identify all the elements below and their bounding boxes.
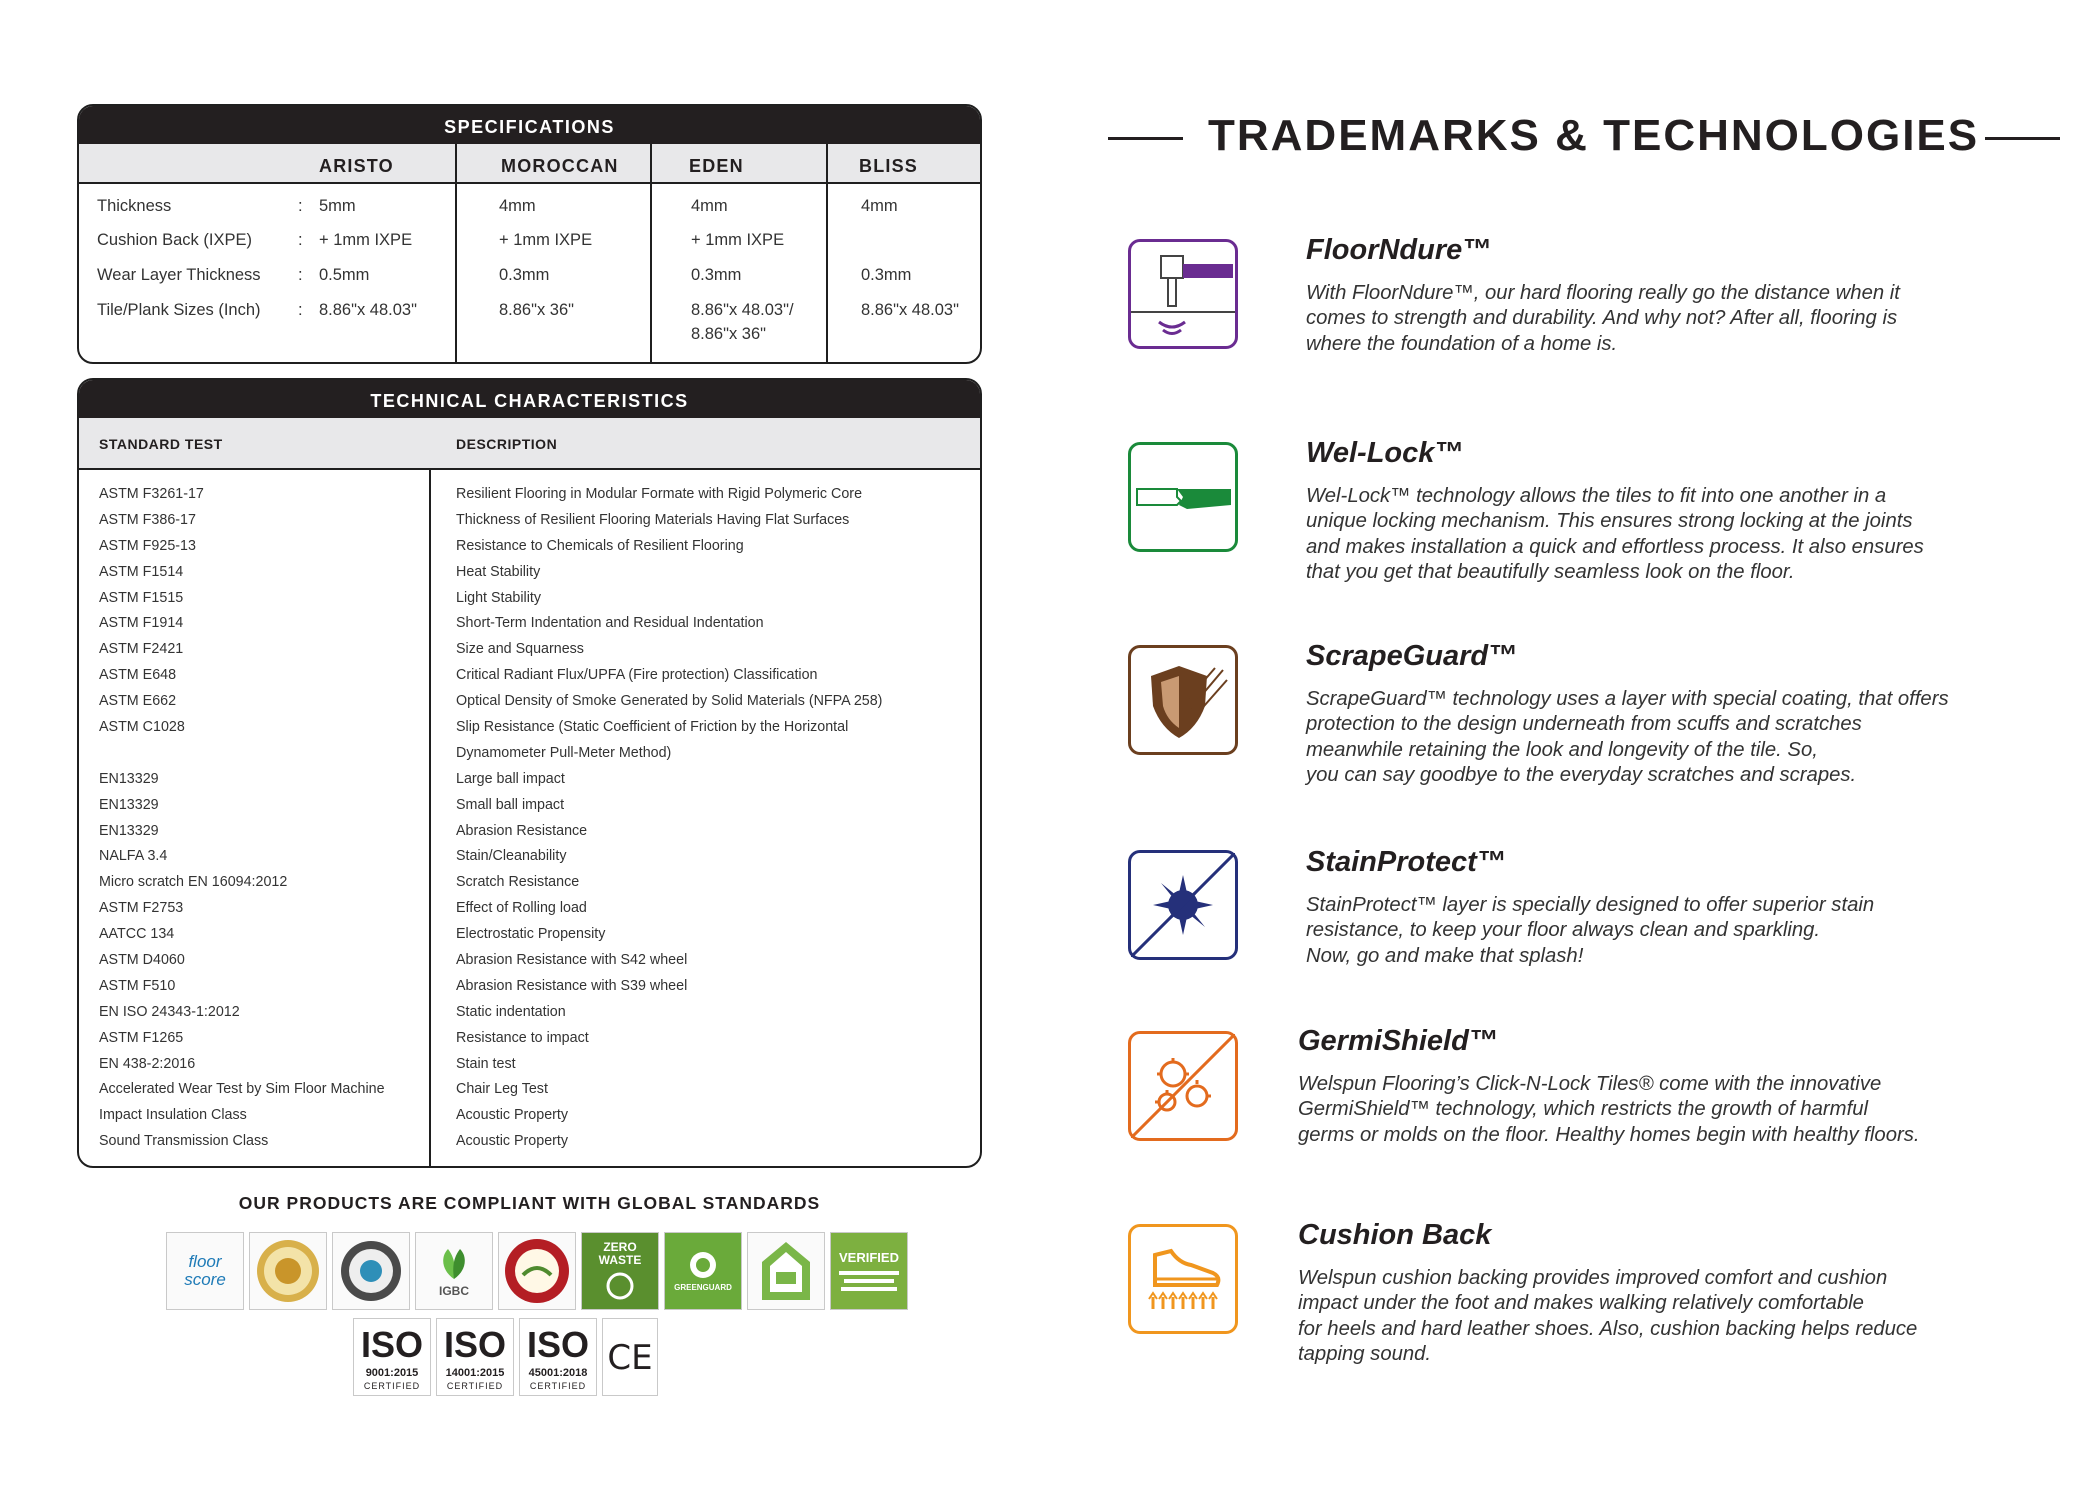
spec-value-aristo: 8.86"x 48.03"	[319, 301, 417, 319]
stain-splash-icon	[1128, 850, 1238, 960]
standard-test-item: Sound Transmission Class	[99, 1133, 269, 1150]
iso-name: ISO	[360, 1324, 423, 1365]
greenguard-logo	[664, 1232, 742, 1310]
ce-mark-text: CE	[607, 1338, 653, 1378]
standard-test-item: ASTM F925-13	[99, 537, 196, 554]
certification-seal-icon	[338, 1238, 404, 1304]
iso-certified-label: CERTIFIED	[363, 1381, 421, 1391]
logo-text: IGBC	[439, 1283, 469, 1298]
iso-9001-badge	[353, 1318, 431, 1396]
germishield-description	[1298, 1072, 1920, 1148]
iso-certified-label: CERTIFIED	[446, 1381, 504, 1391]
iso-number: 14001:2015	[445, 1367, 505, 1379]
description-line: ScrapeGuard™ technology uses a layer with special coating, that offers	[1306, 688, 1949, 710]
standard-test-item: ASTM F386-17	[99, 511, 196, 528]
iso-number: 45001:2018	[528, 1367, 588, 1379]
spec-colon: :	[298, 266, 303, 284]
standard-test-item: ASTM F2421	[99, 641, 184, 658]
wel-lock-description	[1306, 484, 1924, 585]
wel-lock-title: Wel-Lock™	[1306, 437, 1464, 469]
standard-test-item: ASTM E662	[99, 693, 177, 710]
description-line: With FloorNdure™, our hard flooring really go the distance when it	[1306, 282, 1900, 304]
stainprotect-title: StainProtect™	[1306, 846, 1506, 878]
standard-test-item: EN13329	[99, 796, 159, 813]
iso-certified-label: CERTIFIED	[529, 1381, 587, 1391]
description-line: that you get that beautifully seamless look on the floor.	[1306, 560, 1795, 583]
green-pro-logo	[415, 1232, 493, 1310]
column-divider	[429, 470, 431, 1166]
spec-value-eden: 8.86"x 48.03"/	[691, 301, 794, 319]
house-label-icon	[758, 1238, 814, 1304]
description-line: Welspun Flooring’s Click-N-Lock Tiles® come with the innovative	[1298, 1073, 1882, 1095]
description-item: Resistance to impact	[456, 1029, 589, 1046]
spec-value-moroccan: + 1mm IXPE	[499, 231, 593, 249]
shoe-cushion-icon	[1128, 1224, 1238, 1334]
shield-scratch-icon	[1128, 645, 1238, 755]
column-divider	[650, 144, 652, 362]
description-line: you can say goodbye to the everyday scratches and scrapes.	[1306, 763, 1857, 786]
spec-value-eden-second-line: 8.86"x 36"	[691, 325, 767, 343]
spec-value-aristo: + 1mm IXPE	[319, 231, 413, 249]
description-item: Small ball impact	[456, 796, 565, 813]
description-item: Optical Density of Smoke Generated by Solid Materials (NFPA 258)	[456, 693, 883, 710]
trademarks-title: TRADEMARKS & TECHNOLOGIES	[1208, 111, 1980, 160]
scrapeguard-description	[1306, 687, 1949, 788]
hammer-impact-icon	[1128, 239, 1238, 349]
description-item: Short-Term Indentation and Residual Indentation	[456, 615, 764, 632]
floorndure-description	[1306, 281, 1900, 357]
germ-block-icon	[1128, 1031, 1238, 1141]
description-line: meanwhile retaining the look and longevity of the tile. So,	[1306, 738, 1818, 761]
spec-label: Wear Layer Thickness	[97, 266, 261, 284]
leaf-icon	[434, 1245, 474, 1281]
description-item: Size and Squarness	[456, 641, 584, 658]
trademarks-header	[1108, 108, 2060, 164]
description-line: Welspun cushion backing provides improved comfort and cushion	[1298, 1267, 1888, 1289]
standard-test-item: ASTM F1515	[99, 589, 184, 606]
standard-test-item: EN ISO 24343-1:2012	[99, 1003, 240, 1020]
column-aristo: ARISTO	[319, 156, 394, 176]
iso-number: 9001:2015	[365, 1367, 419, 1379]
description-line: tapping sound.	[1298, 1342, 1432, 1365]
spec-label: Tile/Plank Sizes (Inch)	[97, 301, 261, 319]
description-item: Abrasion Resistance with S39 wheel	[456, 977, 688, 994]
description-line: GermiShield™ technology, which restricts the growth of harmful	[1298, 1098, 1868, 1121]
description-line: impact under the foot and makes walking relatively comfortable	[1298, 1292, 1864, 1315]
standard-test-item: AATCC 134	[99, 926, 175, 943]
technical-characteristics-table	[77, 378, 982, 1168]
verified-epd-logo	[830, 1232, 908, 1310]
description-item: Electrostatic Propensity	[456, 926, 606, 943]
specifications-title: SPECIFICATIONS	[79, 106, 980, 144]
column-divider	[455, 144, 457, 362]
germishield-title: GermiShield™	[1298, 1025, 1498, 1057]
description-line: germs or molds on the floor. Healthy homes begin with healthy floors.	[1298, 1123, 1920, 1146]
standard-test-item: ASTM C1028	[99, 719, 185, 736]
red-seal-icon	[503, 1237, 571, 1305]
spec-value-bliss: 8.86"x 48.03"	[861, 301, 959, 319]
description-line: Now, go and make that splash!	[1306, 944, 1584, 967]
standard-test-item: ASTM F1914	[99, 615, 184, 632]
ce-mark	[602, 1318, 658, 1396]
standard-test-item	[99, 741, 385, 767]
description-line: unique locking mechanism. This ensures strong locking at the joints	[1306, 510, 1913, 533]
description-item: Large ball impact	[456, 770, 565, 787]
specifications-table	[77, 104, 982, 364]
description-line: resistance, to keep your floor always clean and sparkling.	[1306, 919, 1821, 942]
description-line: Wel-Lock™ technology allows the tiles to fit into one another in a	[1306, 485, 1887, 507]
description-header: DESCRIPTION	[456, 436, 558, 452]
spec-value-aristo: 0.5mm	[319, 266, 370, 284]
description-item: Acoustic Property	[456, 1107, 569, 1124]
description-line: protection to the design underneath from scuffs and scratches	[1306, 713, 1862, 736]
spec-colon: :	[298, 231, 303, 249]
red-seal-logo	[498, 1232, 576, 1310]
spec-value-bliss: 4mm	[861, 197, 898, 215]
standard-test-item: EN13329	[99, 822, 159, 839]
standard-test-item: ASTM D4060	[99, 952, 185, 969]
description-item: Abrasion Resistance with S42 wheel	[456, 952, 688, 969]
spec-value-aristo: 5mm	[319, 197, 356, 215]
spec-value-moroccan: 4mm	[499, 197, 536, 215]
scrapeguard-title: ScrapeGuard™	[1306, 640, 1518, 672]
iso-name: ISO	[526, 1324, 589, 1365]
description-item: Acoustic Property	[456, 1133, 569, 1150]
certification-seal-logo	[332, 1232, 410, 1310]
description-item: Critical Radiant Flux/UPFA (Fire protection) Classification	[456, 667, 818, 684]
description-item: Chair Leg Test	[456, 1081, 548, 1098]
logo-text: GREENGUARD	[674, 1282, 732, 1292]
description-line: for heels and hard leather shoes. Also, cushion backing helps reduce	[1298, 1317, 1918, 1340]
description-item: Slip Resistance (Static Coefficient of Friction by the Horizontal	[456, 719, 849, 736]
standard-test-item: ASTM F1265	[99, 1029, 184, 1046]
iso-name: ISO	[443, 1324, 506, 1365]
description-item: Stain test	[456, 1055, 516, 1072]
cushion-back-title: Cushion Back	[1298, 1219, 1492, 1251]
floorndure-title: FloorNdure™	[1306, 234, 1492, 266]
column-moroccan: MOROCCAN	[501, 156, 619, 176]
logo-text: floor score	[184, 1252, 226, 1289]
logo-rule	[844, 1279, 894, 1283]
logo-text: ZERO WASTE	[598, 1240, 642, 1267]
standard-test-item: Accelerated Wear Test by Sim Floor Machine	[99, 1081, 385, 1098]
standard-test-item: EN13329	[99, 770, 159, 787]
spec-value-moroccan: 0.3mm	[499, 266, 550, 284]
description-item: Heat Stability	[456, 563, 541, 580]
description-item: Abrasion Resistance	[456, 822, 588, 839]
technical-title: TECHNICAL CHARACTERISTICS	[79, 380, 980, 418]
standard-test-item: Micro scratch EN 16094:2012	[99, 874, 288, 891]
gold-seal-icon	[255, 1238, 321, 1304]
spec-colon: :	[298, 197, 303, 215]
description-item: Resistance to Chemicals of Resilient Flooring	[456, 537, 744, 554]
floorscore-logo	[166, 1232, 244, 1310]
greenguard-icon	[688, 1250, 718, 1280]
spec-value-eden: 0.3mm	[691, 266, 742, 284]
spec-label: Thickness	[97, 197, 172, 215]
standard-test-header: STANDARD TEST	[99, 436, 223, 452]
spec-colon: :	[298, 301, 303, 319]
recycle-icon	[605, 1271, 635, 1301]
logo-text: VERIFIED	[839, 1250, 899, 1266]
description-line: and makes installation a quick and effortless process. It also ensures	[1306, 535, 1924, 558]
description-line: where the foundation of a home is.	[1306, 332, 1618, 355]
description-line: StainProtect™ layer is specially designed to offer superior stain	[1306, 894, 1875, 916]
column-divider	[826, 144, 828, 362]
specifications-header	[79, 144, 980, 184]
header-rule-right	[1985, 137, 2060, 140]
technical-header	[79, 418, 980, 470]
description-list	[456, 482, 882, 1155]
standard-test-item: NALFA 3.4	[99, 848, 168, 865]
interlock-joint-icon	[1128, 442, 1238, 552]
gold-seal-logo	[249, 1232, 327, 1310]
description-item: Thickness of Resilient Flooring Materials Having Flat Surfaces	[456, 511, 850, 528]
spec-value-eden: 4mm	[691, 197, 728, 215]
logo-rule	[839, 1271, 899, 1275]
standard-test-item: ASTM F510	[99, 977, 176, 994]
description-item: Light Stability	[456, 589, 542, 606]
header-rule-left	[1108, 137, 1183, 140]
description-line: comes to strength and durability. And why not? After all, flooring is	[1306, 307, 1898, 330]
description-item: Static indentation	[456, 1003, 566, 1020]
spec-value-eden: + 1mm IXPE	[691, 231, 785, 249]
standard-test-item: ASTM F3261-17	[99, 486, 204, 502]
description-item: Scratch Resistance	[456, 874, 580, 891]
stainprotect-description	[1306, 893, 1874, 969]
cushion-back-description	[1298, 1266, 1917, 1367]
zero-waste-logo	[581, 1232, 659, 1310]
compliance-title: OUR PRODUCTS ARE COMPLIANT WITH GLOBAL STANDARDS	[238, 1193, 821, 1213]
standard-test-item: ASTM F1514	[99, 563, 184, 580]
column-bliss: BLISS	[859, 156, 919, 176]
spec-value-moroccan: 8.86"x 36"	[499, 301, 575, 319]
spec-label: Cushion Back (IXPE)	[97, 231, 252, 249]
standard-test-item: Impact Insulation Class	[99, 1107, 247, 1124]
description-item: Effect of Rolling load	[456, 900, 587, 917]
description-item: Resilient Flooring in Modular Formate with Rigid Polymeric Core	[456, 486, 863, 502]
logo-rule	[841, 1287, 897, 1291]
description-item: Stain/Cleanability	[456, 848, 567, 865]
column-eden: EDEN	[689, 156, 744, 176]
standard-test-item: EN 438-2:2016	[99, 1055, 196, 1072]
standard-test-list	[99, 482, 385, 1155]
standard-test-item: ASTM F2753	[99, 900, 184, 917]
iso-45001-badge	[519, 1318, 597, 1396]
cri-green-label-logo	[747, 1232, 825, 1310]
standard-test-item: ASTM E648	[99, 667, 177, 684]
description-item: Dynamometer Pull-Meter Method)	[456, 744, 672, 761]
iso-14001-badge	[436, 1318, 514, 1396]
spec-value-bliss: 0.3mm	[861, 266, 912, 284]
